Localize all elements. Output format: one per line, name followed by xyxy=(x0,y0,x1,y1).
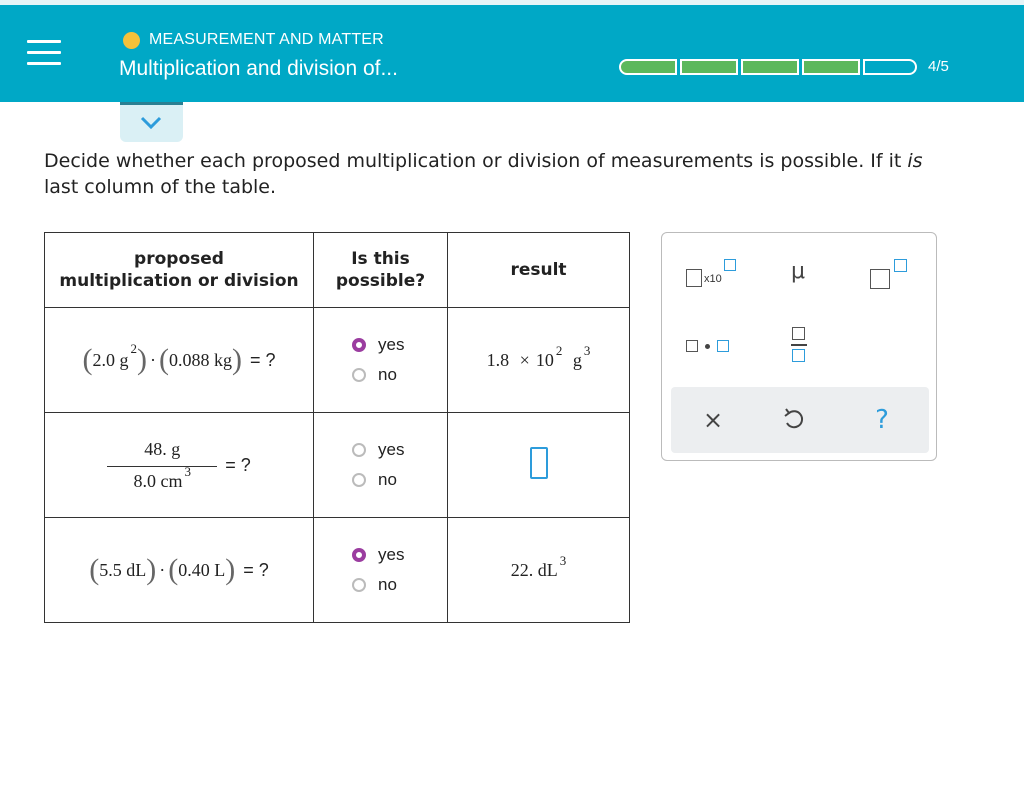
progress-segment xyxy=(741,59,799,75)
expand-header-button[interactable] xyxy=(120,102,183,142)
chevron-down-icon xyxy=(140,116,162,130)
palette-toolbar xyxy=(671,387,929,453)
result-cell[interactable] xyxy=(448,518,630,623)
denominator: 8.0 cm xyxy=(133,470,183,491)
numerator: 48. g xyxy=(144,438,181,459)
radio-empty-icon xyxy=(352,368,366,382)
result-unit-exponent: 3 xyxy=(583,342,591,358)
x10-label: x10 xyxy=(704,273,722,285)
times-sign: × xyxy=(519,349,530,370)
undo-button[interactable] xyxy=(781,407,807,433)
equals-question: = ? xyxy=(249,349,276,370)
table-header-row xyxy=(45,233,630,308)
undo-icon xyxy=(781,407,807,433)
result-value: 22. dL xyxy=(510,559,558,580)
placeholder-box-icon xyxy=(717,340,729,352)
radio-no[interactable]: no xyxy=(352,365,447,385)
header-result: result xyxy=(448,233,630,308)
top-bar xyxy=(0,0,1024,102)
progress-segment xyxy=(802,59,860,75)
clear-button[interactable] xyxy=(695,401,731,439)
menu-icon[interactable] xyxy=(27,40,61,66)
radio-selected-icon xyxy=(352,338,366,352)
progress-segment xyxy=(680,59,738,75)
progress-count: 4/5 xyxy=(928,58,949,75)
result-unit: g xyxy=(572,349,582,370)
radio-selected-icon xyxy=(352,548,366,562)
result-exponent: 3 xyxy=(559,552,567,568)
factor-b: 0.088 kg xyxy=(168,349,232,370)
proposed-expression xyxy=(45,413,314,518)
multiply-dot: · xyxy=(149,349,156,370)
micro-symbol-button[interactable] xyxy=(786,255,810,289)
instructions-text: Decide whether each proposed multiplication or division of measurements is possible. If it xyxy=(44,150,908,172)
denominator-exponent: 3 xyxy=(184,463,191,479)
exponent-box-icon xyxy=(894,259,907,272)
scientific-notation-button[interactable] xyxy=(686,257,736,291)
base-box-icon xyxy=(870,269,890,289)
fraction-bar-icon xyxy=(791,344,807,346)
radio-empty-icon xyxy=(352,443,366,457)
result-coefficient: 1.8 xyxy=(486,349,510,370)
header-proposed: proposed multiplication or division xyxy=(45,233,314,308)
equals-question: = ? xyxy=(243,559,269,580)
possible-options xyxy=(314,413,448,518)
progress-segment xyxy=(863,59,917,75)
radio-no[interactable]: no xyxy=(352,470,447,490)
superscript-button[interactable] xyxy=(870,257,910,291)
fraction-button[interactable] xyxy=(791,325,807,365)
radio-yes[interactable]: yes xyxy=(352,440,447,460)
possible-options xyxy=(314,308,448,413)
fraction xyxy=(107,439,217,492)
result-exponent: 2 xyxy=(555,342,563,358)
placeholder-box-icon xyxy=(686,269,702,287)
denominator-box-icon xyxy=(792,349,805,362)
answer-input[interactable] xyxy=(530,447,548,479)
multiply-dot: · xyxy=(159,559,166,580)
result-cell xyxy=(448,413,630,518)
result-cell[interactable] xyxy=(448,308,630,413)
radio-empty-icon xyxy=(352,578,366,592)
radio-yes[interactable]: yes xyxy=(352,545,447,565)
multiply-dot-button[interactable] xyxy=(686,337,736,357)
progress-bar xyxy=(619,58,949,75)
factor-a: 5.5 dL xyxy=(99,559,147,580)
radio-no[interactable]: no xyxy=(352,575,447,595)
factor-a: 2.0 g xyxy=(92,349,129,370)
close-icon: × xyxy=(702,406,724,434)
progress-segment xyxy=(619,59,677,75)
numerator-box-icon xyxy=(792,327,805,340)
dot-icon xyxy=(705,344,710,349)
table-row xyxy=(45,308,630,413)
equals-question: = ? xyxy=(225,454,251,475)
factor-b: 0.40 L xyxy=(178,559,226,580)
proposed-expression: ( 2.0 g 2 ) · ( 0.088 kg ) = ? xyxy=(45,308,314,413)
exponent-box-icon xyxy=(724,259,736,271)
table-row xyxy=(45,518,630,623)
instructions-emphasis: is xyxy=(907,150,923,172)
measurement-table xyxy=(44,232,630,623)
placeholder-box-icon xyxy=(686,340,698,352)
top-bar-highlight xyxy=(0,0,1024,5)
table-row xyxy=(45,413,630,518)
radio-empty-icon xyxy=(352,473,366,487)
help-icon: ? xyxy=(875,405,889,435)
page-title: Multiplication and division of... xyxy=(119,57,398,80)
header-possible: Is this possible? xyxy=(314,233,448,308)
help-button[interactable] xyxy=(867,401,897,439)
instructions xyxy=(44,148,1024,200)
radio-yes[interactable]: yes xyxy=(352,335,447,355)
mu-symbol: μ xyxy=(791,259,805,284)
proposed-expression: ( 5.5 dL ) · ( 0.40 L ) = ? xyxy=(45,518,314,623)
instructions-line2: last column of the table. xyxy=(44,176,277,198)
topic-status-dot xyxy=(123,32,140,49)
topic-label: MEASUREMENT AND MATTER xyxy=(149,31,384,48)
factor-a-exponent: 2 xyxy=(130,341,137,356)
possible-options xyxy=(314,518,448,623)
result-base: 10 xyxy=(535,349,554,370)
topic-indicator xyxy=(123,31,384,49)
math-palette xyxy=(661,232,937,461)
